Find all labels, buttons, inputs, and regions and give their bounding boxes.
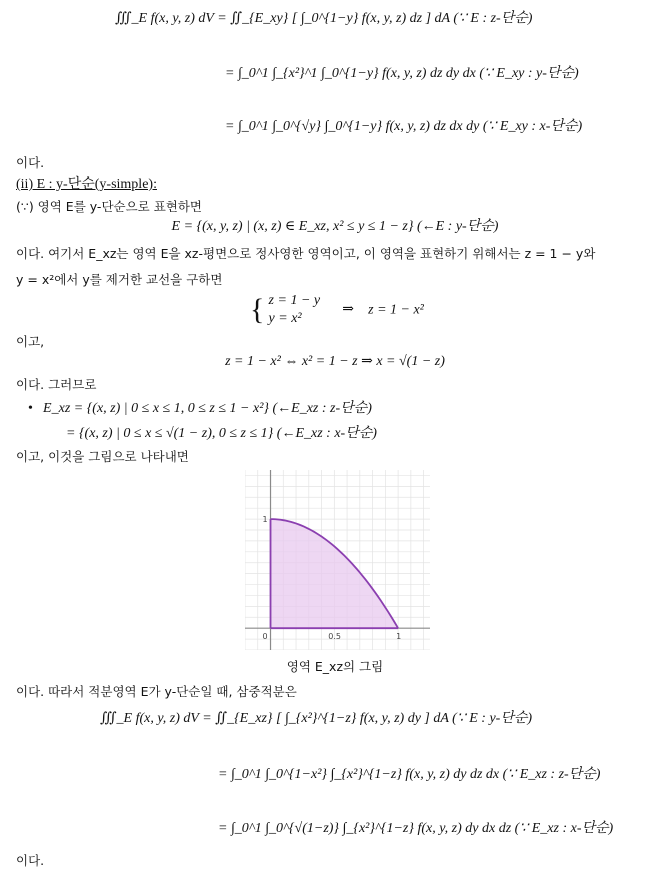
text-draw: 이고, 이것을 그림으로 나타내면: [16, 449, 189, 464]
bullet-dot: •: [28, 401, 33, 416]
text-therefore: 이다. 그러므로: [16, 377, 97, 392]
equivalence-line: z = 1 − x² ⇔ x² = 1 − z ⇒ x = √(1 − z): [225, 354, 445, 369]
tick-label-x-one: 1: [396, 632, 402, 642]
eq1-line3: = ∫_0^1 ∫_0^{√y} ∫_0^{1−y} f(x, y, z) dz dx dy (∵ E_xy : x-단순): [225, 119, 583, 134]
tick-label-y-one: 1: [262, 515, 268, 525]
eq2-line1: ∭_E f(x, y, z) dV = ∬_{E_xz} [ ∫_{x²}^{1−z} f(x, y, z) dy ] dA (∵ E : y-단순): [100, 711, 533, 726]
Exz-z-simple: E_xz = {(x, z) | 0 ≤ x ≤ 1, 0 ≤ z ≤ 1 − x²} (←E_xz : z-단순): [43, 401, 372, 416]
paragraph-1: 이다. 여기서 E_xz는 영역 E을 xz-평면으로 정사영한 영역이고, 이 영역을 표현하기 위해서는 z = 1 − y와: [16, 246, 596, 261]
eq1-line2: = ∫_0^1 ∫_{x²}^1 ∫_0^{1−y} f(x, y, z) dz dy dx (∵ E_xy : y-단순): [225, 66, 579, 81]
case-ii-heading: (ii) E : y-단순(y-simple):: [16, 177, 157, 192]
eq1-line1: ∭_E f(x, y, z) dV = ∬_{E_xy} [ ∫_0^{1−y} f(x, y, z) dz ] dA (∵ E : z-단순): [115, 11, 533, 26]
system-eq-b: y = x²: [268, 311, 302, 326]
eq2-line2: = ∫_0^1 ∫_0^{1−x²} ∫_{x²}^{1−z} f(x, y, z) dy dz dx (∵ E_xz : z-단순): [218, 767, 601, 782]
system-eq-a: z = 1 − y: [268, 293, 321, 308]
region-Exz-figure: [245, 470, 430, 650]
text-final: 이다. 따라서 적분영역 E가 y-단순일 때, 삼중적분은: [16, 684, 297, 699]
equation-system: [250, 292, 424, 328]
implies-arrow: ⇒: [342, 302, 354, 318]
figure-caption: 영역 E_xz의 그림: [286, 659, 384, 674]
tick-label-origin: 0: [262, 632, 268, 642]
text-ida-2: 이다.: [16, 853, 45, 868]
text-ida-1: 이다.: [16, 155, 45, 170]
system-result: z = 1 − x²: [368, 302, 424, 318]
because-line: (∵) 영역 E를 y-단순으로 표현하면: [16, 199, 203, 214]
Exz-x-simple: = {(x, z) | 0 ≤ x ≤ √(1 − z), 0 ≤ z ≤ 1} (←E_xz : x-단순): [66, 426, 377, 441]
bullet-item-1: [28, 400, 372, 418]
system-brace: {: [250, 293, 265, 326]
tick-label-x-half: 0.5: [328, 632, 342, 642]
E-set-definition: E = {(x, y, z) | (x, z) ∈ E_xz, x² ≤ y ≤ 1 − z} (←E : y-단순): [171, 219, 499, 234]
text-igo: 이고,: [16, 334, 45, 349]
paragraph-2: y = x²에서 y를 제거한 교선을 구하면: [16, 272, 223, 287]
eq2-line3: = ∫_0^1 ∫_0^{√(1−z)} ∫_{x²}^{1−z} f(x, y, z) dy dx dz (∵ E_xz : x-단순): [218, 821, 614, 836]
